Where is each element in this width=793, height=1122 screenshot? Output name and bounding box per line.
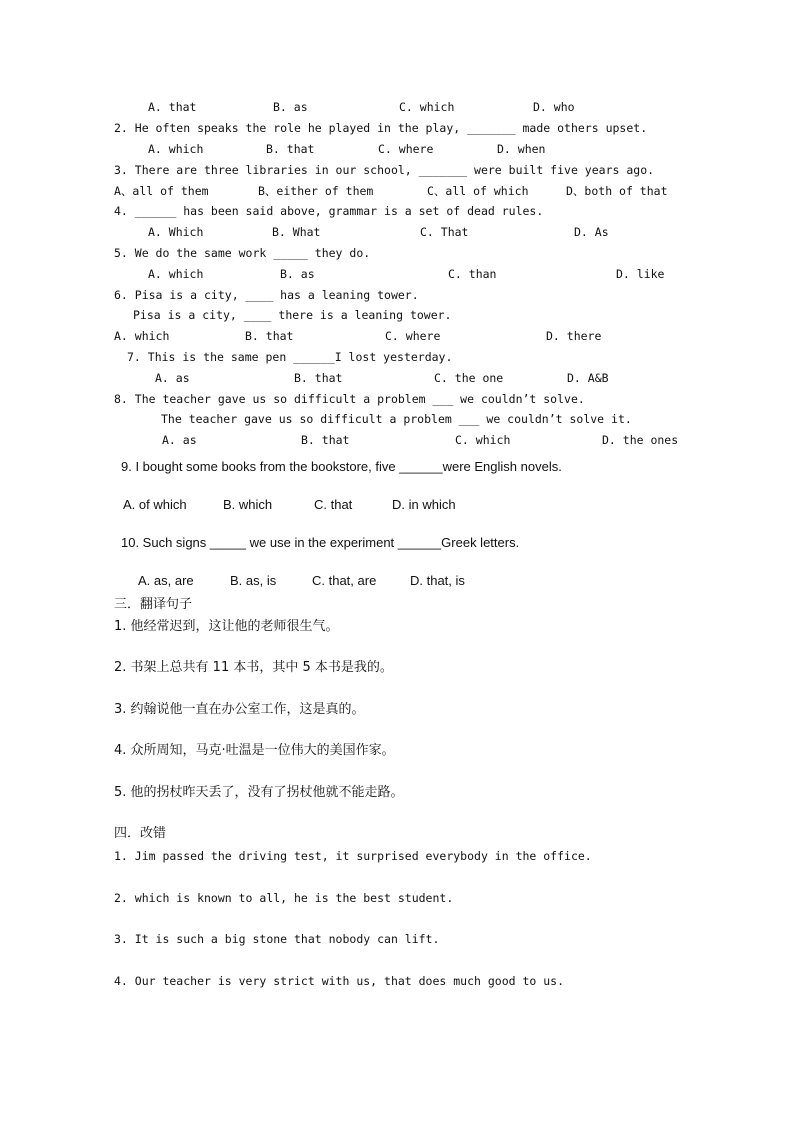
q6-stem: 6. Pisa is a city, ____ has a leaning tower.: [114, 288, 419, 302]
q5-option-c: C. than: [448, 267, 497, 281]
section3-item-1: 1. 他经常迟到，这让他的老师很生气。: [114, 619, 339, 634]
section3-title: 三．翻译句子: [114, 597, 193, 612]
section4-item-1: 1. Jim passed the driving test, it surprised everybody in the office.: [114, 849, 592, 863]
q1-option-a: A. that: [148, 100, 197, 114]
q6-stem-alt: Pisa is a city, ____ there is a leaning tower.: [133, 308, 452, 322]
q8-stem: 8. The teacher gave us so difficult a problem ___ we couldn’t solve.: [114, 392, 585, 406]
q2-option-b: B. that: [266, 142, 315, 156]
q9-option-a: A. of which: [123, 497, 187, 512]
q9-option-b: B. which: [223, 497, 273, 512]
q3-option-a: A、all of them: [114, 184, 209, 198]
q5-option-a: A. which: [148, 267, 204, 281]
q10-option-a: A. as, are: [138, 573, 194, 588]
q1-option-d: D. who: [533, 100, 575, 114]
q5-option-d: D. like: [616, 267, 665, 281]
q6-option-b: B. that: [245, 329, 294, 343]
q9-option-d: D. in which: [392, 497, 456, 512]
q8-option-d: D. the ones: [602, 433, 679, 447]
q5-stem: 5. We do the same work _____ they do.: [114, 246, 371, 260]
q10-option-d: D. that, is: [410, 573, 465, 588]
q8-option-a: A. as: [162, 433, 197, 447]
q10-option-c: C. that, are: [312, 573, 377, 588]
q6-option-d: D. there: [546, 329, 602, 343]
q4-option-c: C. That: [420, 225, 469, 239]
q8-stem-alt: The teacher gave us so difficult a problem ___ we couldn’t solve it.: [161, 412, 632, 426]
q2-option-c: C. where: [378, 142, 434, 156]
section3-item-2: 2. 书架上总共有 11 本书，其中 5 本书是我的。: [114, 660, 393, 675]
q10-stem: 10. Such signs _____ we use in the experiment ______Greek letters.: [121, 535, 520, 550]
q3-option-d: D、both of that: [566, 184, 668, 198]
section3-item-5: 5. 他的拐杖昨天丢了，没有了拐杖他就不能走路。: [114, 785, 404, 800]
section4-item-3: 3. It is such a big stone that nobody can lift.: [114, 932, 440, 946]
q6-option-a: A. which: [114, 329, 170, 343]
q7-option-c: C. the one: [434, 371, 504, 385]
q8-option-b: B. that: [301, 433, 350, 447]
q1-option-b: B. as: [273, 100, 308, 114]
q4-option-d: D. As: [574, 225, 609, 239]
section4-item-4: 4. Our teacher is very strict with us, that does much good to us.: [114, 974, 565, 988]
q3-option-b: B、either of them: [258, 184, 374, 198]
q4-option-b: B. What: [272, 225, 321, 239]
q7-option-a: A. as: [155, 371, 190, 385]
q6-option-c: C. where: [385, 329, 441, 343]
q7-stem: 7. This is the same pen ______I lost yesterday.: [127, 350, 453, 364]
q4-stem: 4. ______ has been said above, grammar is a set of dead rules.: [114, 204, 544, 218]
q4-option-a: A. Which: [148, 225, 204, 239]
q2-stem: 2. He often speaks the role he played in the play, _______ made others upset.: [114, 121, 648, 135]
section4-title: 四．改错: [114, 826, 167, 841]
q2-option-d: D. when: [497, 142, 546, 156]
q3-option-c: C、all of which: [427, 184, 529, 198]
q1-option-c: C. which: [399, 100, 455, 114]
section3-item-3: 3. 约翰说他一直在办公室工作，这是真的。: [114, 702, 365, 717]
section4-item-2: 2. which is known to all, he is the best student.: [114, 891, 454, 905]
q7-option-b: B. that: [294, 371, 343, 385]
q7-option-d: D. A&B: [567, 371, 609, 385]
q5-option-b: B. as: [280, 267, 315, 281]
section3-item-4: 4. 众所周知，马克·吐温是一位伟大的美国作家。: [114, 743, 395, 758]
q2-option-a: A. which: [148, 142, 204, 156]
q8-option-c: C. which: [455, 433, 511, 447]
q9-option-c: C. that: [314, 497, 353, 512]
q10-option-b: B. as, is: [230, 573, 277, 588]
q9-stem: 9. I bought some books from the bookstore, five ______were English novels.: [121, 459, 562, 474]
q3-stem: 3. There are three libraries in our school, _______ were built five years ago.: [114, 163, 655, 177]
